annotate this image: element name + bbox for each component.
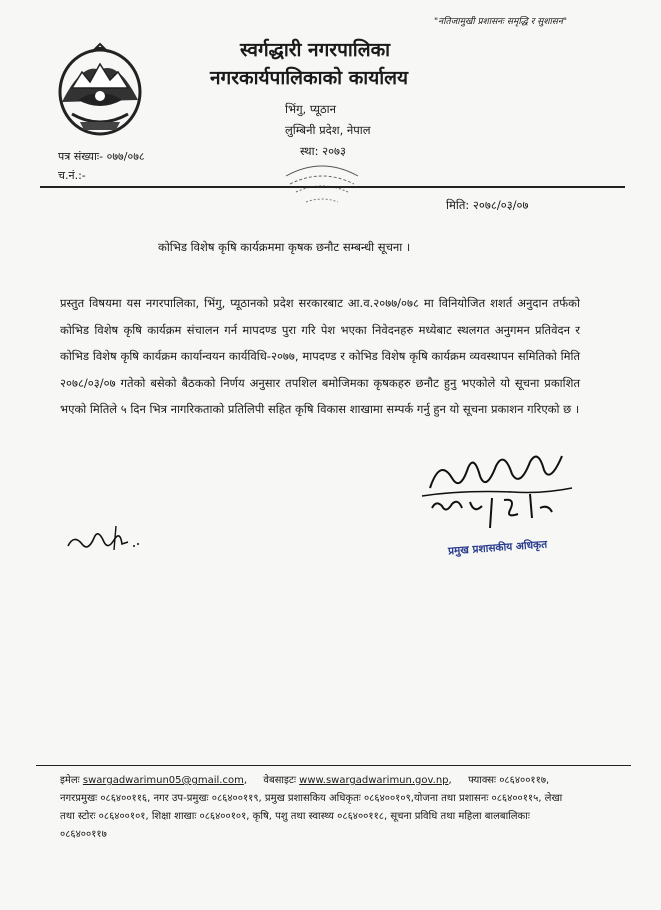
official-title-stamp: प्रमुख प्रशासकीय अधिकृत <box>447 538 548 558</box>
org-name-line2: नगरकार्यपालिकाको कार्यालय <box>210 67 409 89</box>
fax-number: ०८६४००११७ <box>499 775 547 786</box>
email-label: इमेलः <box>60 775 80 786</box>
officer-signature-icon <box>412 448 580 544</box>
motto: "नतिजामुखी प्रशासनः समृद्धि र सुशासन" <box>433 17 567 27</box>
footer-divider <box>36 765 631 766</box>
website-link[interactable]: www.swargadwarimun.gov.np <box>299 775 449 786</box>
address-line2: लुम्बिनी प्रदेश, नेपाल <box>285 123 371 137</box>
org-name-line1: स्वर्गद्धारी नगरपालिका <box>240 39 391 61</box>
initials-signature-icon <box>64 520 144 558</box>
established-year: स्था: २०७३ <box>300 144 347 158</box>
footer-phone-list: नगरप्रमुखः ०८६४००११६, नगर उप-प्रमुखः ०८६४००११९, प्रमुख प्रशासकिय अधिकृतः ०८६४००१०९,योजना तथा प्रशासनः ०८६४००११५, लेखा तथा स्टोरः ०८६४००१०१, शिक्षा शाखाः ०८६४००१०१, कृषि, पशु तथा स्वास्थ्य ०८६४००११८, सूचना प्रविधि तथा महिला बालबालिकाः ०८६४००११७ <box>60 793 563 840</box>
notice-body: प्रस्तुत विषयमा यस नगरपालिका, भिंगु, प्यूठानको प्रदेश सरकारबाट आ.व.२०७७/०७८ मा विनियोजित शशर्त अनुदान तर्फको कोभिड विशेष कृषि कार्यक्रम संचालन गर्न मापदण्ड पुरा गरि पेश भएका निवेदनहरु मध्येबाट स्थलगत अनुगमन प्रतिवेदन र कोभिड विशेष कृषि कार्यक्रम कार्यान्वयन कार्यविधि-२०७७, मापदण्ड र कोभिड विशेष कृषि कार्यक्रम व्यवस्थापन समितिको मिति २०७८/०३/०७ गतेको बसेको बैठकको निर्णय अनुसार तपशिल बमोजिमका कृषकहरु छनौट हुनु भएकोले यो सूचना प्रकाशित भएको मितिले ५ दिन भित्र नागरिकताको प्रतिलिपी सहित कृषि विकास शाखामा सम्पर्क गर्नु हुन यो सूचना प्रकाशन गरिएको छ । <box>60 296 580 416</box>
letter-date: मिति: २०७८/०३/०७ <box>446 198 529 212</box>
address-line1: भिंगु, प्यूठान <box>285 102 337 116</box>
chalani-number: च.नं.:- <box>58 169 86 182</box>
government-emblem-icon <box>52 42 148 138</box>
email-link[interactable]: swargadwarimun05@gmail.com <box>82 775 244 786</box>
header-divider <box>40 186 625 188</box>
fax-label: फ्याक्सः <box>468 775 497 786</box>
footer-contact: इमेलः swargadwarimun05@gmail.com, वेबसाइटः www.swargadwarimun.gov.np, फ्याक्सः ०८६४००११७, नगरप्रमुखः ०८६४००११६, नगर उप-प्रमुखः ०८६४००११९, प्रमुख प्रशासकिय अधिकृतः ०८६४००१०९,योजना तथा प्रशासनः ०८६४००११५, लेखा तथा स्टोरः ०८६४००१०१, शिक्षा शाखाः ०८६४००१०१, कृषि, पशु तथा स्वास्थ्य ०८६४००११८, सूचना प्रविधि तथा महिला बालबालिकाः ०८६४००११७ <box>60 775 563 840</box>
notice-subject: कोभिड विशेष कृषि कार्यक्रममा कृषक छनौट सम्बन्धी सूचना । <box>158 240 411 254</box>
website-label: वेबसाइटः <box>263 775 296 786</box>
round-stamp-icon <box>282 158 362 208</box>
letter-number: पत्र संख्याः- ०७७/०७८ <box>58 150 145 163</box>
